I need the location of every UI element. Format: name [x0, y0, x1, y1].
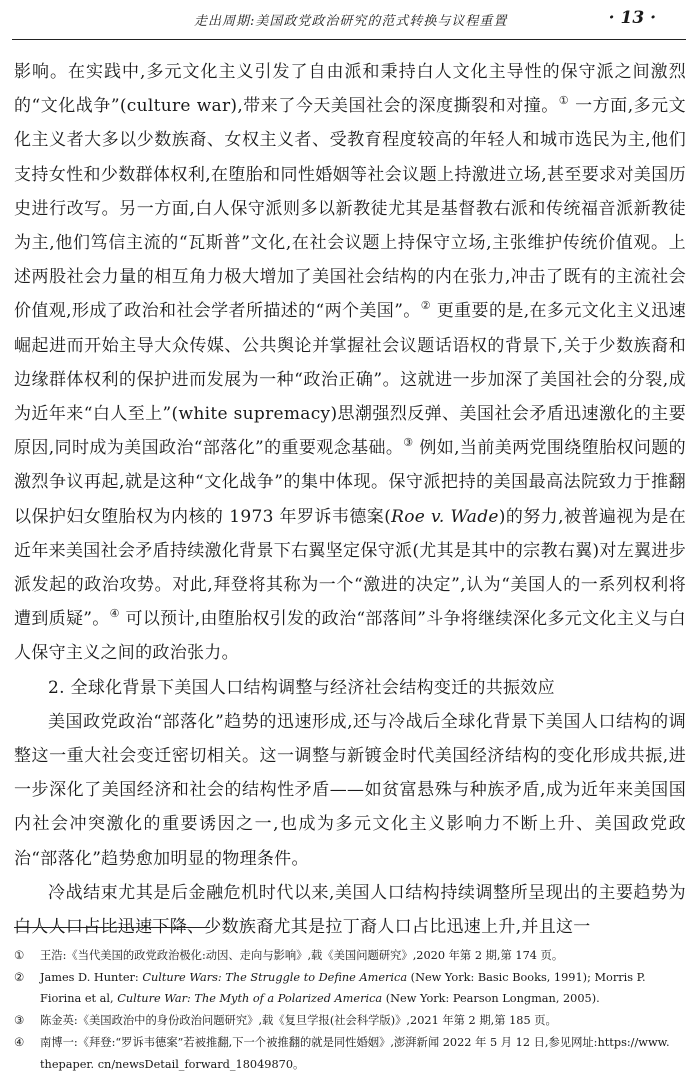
case-name: Roe v. Wade — [391, 506, 499, 527]
header-rule — [12, 39, 686, 40]
footnote-text: 陈金英:《美国政治中的身份政治问题研究》,载《复旦学报(社会科学版)》,2021 年第 2 期,第 185 页。 — [40, 1014, 557, 1028]
article-body — [14, 55, 686, 944]
text-segment: 可以预计,由堕胎权引发的政治“部落间”斗争将继续深化多元文化主义与白人保守主义之间的政治张力。 — [14, 609, 686, 664]
footnote-text: 南博一:《拜登:“罗诉韦德案”若被推翻,下一个被推翻的就是同性婚姻》,澎湃新闻 2022 年 5 月 12 日,参见网址:https://www. thepaper. cn/newsDetail_forward_18049870。 — [40, 1035, 670, 1071]
footnotes — [14, 945, 686, 1075]
running-title: 走出周期:美国政党政治研究的范式转换与议程重置 — [194, 14, 508, 29]
footnote-4 — [14, 1032, 686, 1075]
book-title: Culture War: The Myth of a Polarized America — [117, 992, 383, 1006]
paragraph-culture-war — [14, 55, 686, 671]
footnote-1 — [14, 945, 686, 967]
text-segment: 一方面,多元文化主义者大多以少数族裔、女权主义者、受教育程度较高的年轻人和城市选民为主,他们支持女性和少数群体权利,在堕胎和同性婚姻等社会议题上持激进立场,甚至要求对美国历史进行改写。另一方面,白人保守派则多以新教徒尤其是基督教右派和传统福音派新教徒为主,他们笃信主流的“瓦斯普”文化,在社会议题上持保守立场,主张维护传统价值观。上述两股社会力量的相互角力极大增加了美国社会结构的内在张力,冲击了既有的主流社会价值观,形成了政治和社会学者所描述的“两个美国”。 — [14, 96, 686, 322]
section-heading: 2. 全球化背景下美国人口结构调整与经济社会结构变迁的共振效应 — [48, 677, 555, 698]
text-segment: 例如,当前美两党围绕堕胎权问题的激烈争议再起,就是这种“文化战争”的集中体现。保守派把持的美国最高法院致力于推翻以保护妇女堕胎权为内核的 1973 年罗诉韦德案( — [14, 438, 686, 527]
footnote-text: (New York: Basic Books, 1991); Morris P. Fiorina et al, — [40, 970, 646, 1006]
footnote-rule — [14, 927, 210, 928]
paragraph-demographics: 美国政党政治“部落化”趋势的迅速形成,还与冷战后全球化背景下美国人口结构的调整这一重大社会变迁密切相关。这一调整与新镀金时代美国经济结构的变化形成共振,进一步深化了美国经济和社会的结构性矛盾——如贫富悬殊与种族矛盾,成为近年来美国国内社会冲突激化的重要诱因之一,也成为多元文化主义影响力不断上升、美国政党政治“部落化”趋势愈加明显的物理条件。 — [14, 711, 686, 869]
text-segment: 影响。在实践中,多元文化主义引发了自由派和秉持白人文化主导性的保守派之间激烈的“文化战争”(culture war),带来了今天美国社会的深度撕裂和对撞。 — [14, 62, 686, 117]
footnote-mark: ② — [14, 970, 25, 984]
footnote-ref-3[interactable]: ③ — [403, 436, 414, 450]
footnote-mark: ① — [14, 949, 25, 962]
footnote-ref-2[interactable]: ② — [420, 299, 431, 313]
book-title: Culture Wars: The Struggle to Define America — [142, 970, 408, 984]
text-segment: )的努力,被普遍视为是在近年来美国社会矛盾持续激化背景下右翼坚定保守派(尤其是其中的宗教右翼)对左翼进步派发起的政治攻势。对此,拜登将其称为一个“激进的决定”,认为“美国人的一系列权利将遭到质疑”。 — [14, 506, 687, 630]
page-number: · 13 · — [608, 8, 656, 28]
footnote-mark: ④ — [14, 1035, 25, 1049]
footnote-text: 王浩:《当代美国的政党政治极化:动因、走向与影响》,载《美国问题研究》,2020 年第 2 期,第 174 页。 — [40, 949, 564, 962]
footnote-text: James D. Hunter: — [40, 970, 143, 984]
footnote-3 — [14, 1010, 686, 1032]
footnote-2 — [14, 967, 686, 1010]
footnote-ref-1[interactable]: ① — [558, 94, 570, 108]
footnote-text: (New York: Pearson Longman, 2005). — [382, 992, 600, 1006]
text-segment: 更重要的是,在多元文化主义迅速崛起进而开始主导大众传媒、公共舆论并掌握社会议题话语权的背景下,关于少数族裔和边缘群体权利的保护进而发展为一种“政治正确”。这就进一步加深了美国社会的分裂,成为近年来“白人至上”(white supremacy)思潮强烈反弹、美国社会矛盾迅速激化的主要原因,同时成为美国政治“部落化”的重要观念基础。 — [14, 301, 686, 459]
paragraph-population-trend: 冷战结束尤其是后金融危机时代以来,美国人口结构持续调整所呈现出的主要趋势为白人人口占比迅速下降、少数族裔尤其是拉丁裔人口占比迅速上升,并且这一 — [14, 882, 686, 938]
footnote-mark: ③ — [14, 1014, 25, 1028]
footnote-ref-4[interactable]: ④ — [109, 607, 120, 621]
page-header — [0, 0, 698, 40]
